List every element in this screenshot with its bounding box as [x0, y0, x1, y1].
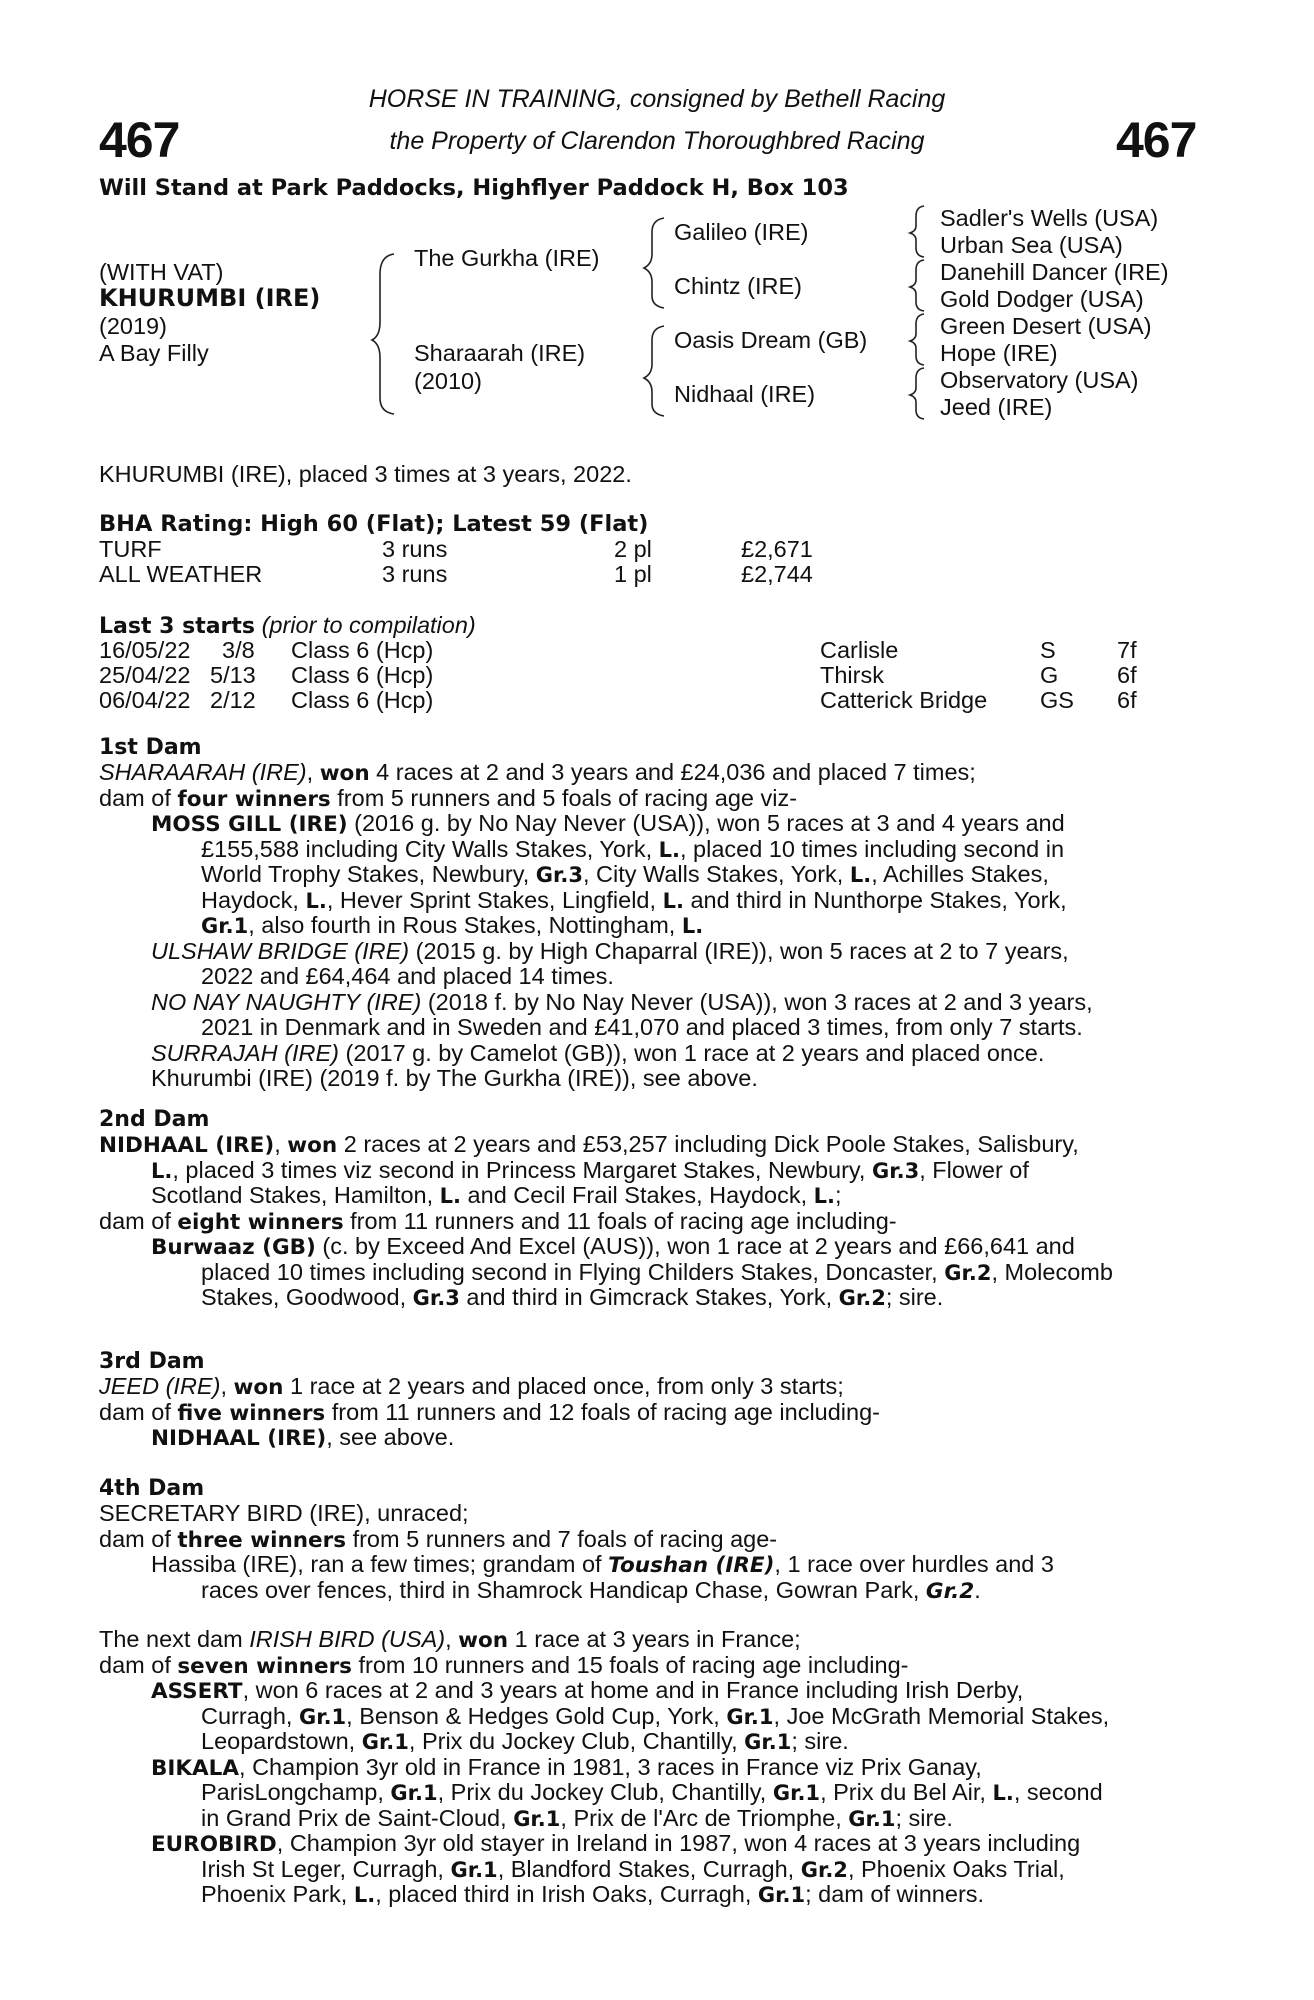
grade: Gr.2: [925, 1578, 975, 1604]
second-dam-line: [99, 1132, 1204, 1158]
grade: L.: [658, 837, 680, 862]
start-1-distance: 7f: [1117, 637, 1137, 663]
grade: L.: [662, 888, 684, 913]
grade: L.: [353, 1883, 376, 1907]
text: £155,588 including City Walls Stakes, York,: [201, 835, 659, 862]
text: , Hever Sprint Stakes, Lingfield,: [326, 886, 663, 913]
text: from 11 runners and 11 foals of racing age including-: [343, 1207, 897, 1234]
grade: Gr.2: [838, 1286, 886, 1310]
dam-name: JEED (IRE): [99, 1373, 221, 1399]
winners-count: seven winners: [177, 1653, 352, 1679]
text: , City Walls Stakes, York,: [583, 861, 850, 887]
grade: Gr.1: [201, 914, 249, 938]
dam-name: SHARAARAH (IRE): [99, 759, 307, 785]
winners-count: eight winners: [177, 1209, 344, 1235]
text: ;: [835, 1182, 842, 1208]
progeny-line: 2021 in Denmark and in Sweden and £41,070 and placed 3 times, from only 7 starts.: [201, 1014, 1083, 1040]
progeny-name: MOSS GILL (IRE): [151, 812, 348, 837]
text: placed 10 times including second in Flying Childers Stakes, Doncaster,: [201, 1258, 945, 1285]
last-starts-heading: [99, 613, 476, 640]
progeny-surrajah: [99, 1041, 1204, 1067]
bha-aw-runs: 3 runs: [382, 561, 448, 587]
text: Phoenix Park,: [201, 1881, 354, 1907]
text: dam of: [99, 1398, 178, 1425]
second-dam-line: [99, 1183, 1204, 1209]
bha-turf-surface: TURF: [99, 536, 162, 562]
start-3-date: 06/04/22: [99, 687, 191, 713]
text: , Achilles Stakes,: [871, 861, 1049, 887]
text: from 10 runners and 15 foals of racing age including-: [351, 1651, 909, 1678]
pedigree-dam-sire: Oasis Dream (GB): [674, 327, 868, 353]
progeny-line: [99, 913, 1204, 939]
pedigree-sire: The Gurkha (IRE): [414, 245, 600, 271]
second-dam-block: [99, 1132, 1204, 1311]
progeny-line: [99, 1729, 1204, 1755]
text: 1 race at 2 years and placed once, from only 3 starts;: [283, 1373, 844, 1399]
fourth-dam-block: [99, 1501, 1204, 1603]
third-dam-produce-line: [99, 1400, 1204, 1426]
text: ,: [445, 1626, 459, 1652]
second-dam-produce-line: [99, 1209, 1204, 1235]
next-dam-line: [99, 1627, 1204, 1653]
progeny-name: ASSERT: [151, 1679, 243, 1704]
start-1-course: Carlisle: [820, 637, 899, 663]
grade: Gr.1: [772, 1781, 821, 1805]
winners-count: four winners: [177, 786, 331, 812]
progeny-eurobird: [99, 1831, 1204, 1857]
fourth-dam-heading: 4th Dam: [99, 1476, 205, 1501]
pedigree-ggp-4: Gold Dodger (USA): [940, 286, 1144, 312]
text: The next dam: [99, 1626, 250, 1652]
pedigree-sire-dam: Chintz (IRE): [674, 273, 802, 299]
progeny-name: BIKALA: [151, 1755, 240, 1781]
progeny-line: [99, 1857, 1204, 1883]
grade: Gr.1: [361, 1730, 409, 1754]
start-1-pos: 3/8: [222, 637, 255, 663]
text: , won 6 races at 2 and 3 years at home and in France including Irish Derby,: [242, 1677, 1024, 1703]
won-label: won: [458, 1628, 509, 1653]
progeny-assert: [99, 1678, 1204, 1704]
bha-turf-runs: 3 runs: [382, 536, 448, 562]
text: (c. by Exceed And Excel (AUS)), won 1 race at 2 years and £66,641 and: [315, 1233, 1075, 1259]
text: and third in Nunthorpe Stakes, York,: [683, 886, 1067, 913]
brace-dam: [644, 326, 664, 416]
progeny-name: NO NAY NAUGHTY (IRE): [151, 988, 422, 1015]
pedigree-ggp-3: Danehill Dancer (IRE): [940, 259, 1169, 285]
text: Leopardstown,: [201, 1728, 362, 1754]
brace-ss: [910, 206, 924, 257]
text: in Grand Prix de Saint-Cloud,: [201, 1804, 514, 1831]
text: , Prix du Jockey Club, Chantilly,: [437, 1779, 773, 1805]
text: , Molecomb: [991, 1258, 1113, 1285]
fourth-dam-line: SECRETARY BIRD (IRE), unraced;: [99, 1500, 469, 1526]
last-starts-title: Last 3 starts: [99, 614, 256, 639]
bha-turf-placed: 2 pl: [614, 536, 652, 562]
grade: Gr.3: [412, 1286, 460, 1310]
grade: L.: [439, 1184, 462, 1208]
text: , Prix de l'Arc de Triomphe,: [560, 1804, 849, 1831]
next-dam-block: [99, 1627, 1204, 1908]
grade: Gr.2: [800, 1857, 848, 1882]
grade: Gr.1: [298, 1704, 347, 1729]
text: (2018 f. by No Nay Never (USA)), won 3 races at 2 and 3 years,: [421, 988, 1093, 1015]
progeny-burwaaz: [99, 1234, 1204, 1260]
first-dam-produce-line: [99, 786, 1204, 812]
text: , also fourth in Rous Stakes, Nottingham,: [248, 912, 682, 938]
won-label: won: [287, 1133, 338, 1158]
text: , see above.: [326, 1424, 455, 1450]
last-starts-note: (prior to compilation): [261, 612, 476, 638]
text: , second: [1013, 1779, 1103, 1805]
pedigree-ggp-8: Jeed (IRE): [940, 394, 1053, 420]
pedigree-ggp-7: Observatory (USA): [940, 367, 1139, 393]
horse-year: (2019): [99, 313, 167, 339]
progeny-name: ULSHAW BRIDGE (IRE): [151, 937, 410, 964]
start-3-going: GS: [1040, 687, 1074, 713]
bha-turf-prize: £2,671: [741, 536, 813, 562]
text: (2016 g. by No Nay Never (USA)), won 5 races at 3 and 4 years and: [347, 810, 1065, 836]
pedigree-dam-year: (2010): [414, 368, 482, 394]
third-dam-line: [99, 1374, 1204, 1400]
lot-number-right: 467: [1116, 112, 1197, 168]
text: from 5 runners and 5 foals of racing age viz-: [330, 784, 798, 811]
text: dam of: [99, 784, 178, 811]
grade: Gr.2: [944, 1260, 992, 1285]
progeny-moss-gill: [99, 811, 1204, 837]
text: Irish St Leger, Curragh,: [201, 1855, 451, 1882]
winners-count: five winners: [177, 1400, 326, 1426]
progeny-line: [99, 1260, 1204, 1286]
start-1-going: S: [1040, 637, 1056, 663]
horse-description: A Bay Filly: [99, 340, 209, 366]
text: Curragh,: [201, 1702, 299, 1729]
grade: L.: [151, 1158, 173, 1183]
progeny-line: [99, 1704, 1204, 1730]
bha-aw-placed: 1 pl: [614, 561, 652, 587]
text: Haydock,: [201, 886, 306, 913]
won-label: won: [319, 761, 370, 786]
text: and Cecil Frail Stakes, Haydock,: [461, 1182, 814, 1208]
grade: L.: [681, 914, 704, 938]
text: World Trophy Stakes, Newbury,: [201, 861, 536, 887]
progeny-line: [99, 862, 1204, 888]
text: , Flower of: [919, 1156, 1029, 1183]
text: 1 race at 3 years in France;: [508, 1626, 801, 1652]
grade: Gr.1: [757, 1883, 806, 1907]
second-dam-line: [99, 1158, 1204, 1184]
brace-ds: [910, 314, 924, 365]
consignor-line: HORSE IN TRAINING, consigned by Bethell Racing: [368, 85, 946, 113]
text: 4 races at 2 and 3 years and £24,036 and placed 7 times;: [369, 759, 976, 785]
start-2-date: 25/04/22: [99, 662, 191, 688]
grade: Gr.3: [872, 1158, 920, 1183]
stand-location: Will Stand at Park Paddocks, Highflyer Paddock H, Box 103: [99, 175, 849, 201]
text: , Phoenix Oaks Trial,: [847, 1855, 1065, 1882]
text: Scotland Stakes, Hamilton,: [151, 1182, 440, 1208]
next-dam-produce-line: [99, 1653, 1204, 1679]
progeny-name: SURRAJAH (IRE): [151, 1039, 340, 1066]
first-dam-heading: 1st Dam: [99, 735, 202, 760]
brace-main: [372, 254, 394, 414]
bha-aw-surface: ALL WEATHER: [99, 561, 263, 587]
brace-sire: [644, 218, 664, 308]
grade: L.: [849, 863, 872, 887]
progeny-hassiba: [99, 1552, 1204, 1578]
text: ; sire.: [791, 1728, 849, 1754]
grade: Gr.1: [450, 1857, 498, 1882]
text: ParisLongchamp,: [201, 1779, 391, 1805]
progeny-khurumbi: Khurumbi (IRE) (2019 f. by The Gurkha (IRE)), see above.: [151, 1065, 758, 1091]
grade: Gr.1: [848, 1806, 896, 1831]
progeny-name: Toushan (IRE): [608, 1553, 775, 1578]
start-3-course: Catterick Bridge: [820, 687, 988, 713]
text: , placed third in Irish Oaks, Curragh,: [375, 1881, 758, 1907]
text: dam of: [99, 1207, 178, 1234]
progeny-line: [99, 1806, 1204, 1832]
horse-name: KHURUMBI (IRE): [99, 284, 321, 312]
bha-rating-title: BHA Rating: High 60 (Flat); Latest 59 (Flat): [99, 511, 649, 537]
text: dam of: [99, 1525, 178, 1552]
start-2-pos: 5/13: [210, 662, 256, 688]
pedigree-ggp-5: Green Desert (USA): [940, 313, 1152, 339]
text: , Champion 3yr old stayer in Ireland in 1987, won 4 races at 3 years including: [276, 1830, 1081, 1856]
brace-dd: [910, 368, 924, 419]
start-2-distance: 6f: [1117, 662, 1137, 688]
race-summary: KHURUMBI (IRE), placed 3 times at 3 years, 2022.: [99, 461, 632, 487]
text: .: [974, 1576, 981, 1603]
first-dam-block: [99, 760, 1204, 1092]
text: , Joe McGrath Memorial Stakes,: [773, 1702, 1110, 1729]
third-dam-block: [99, 1374, 1204, 1451]
text: , Blandford Stakes, Curragh,: [497, 1855, 801, 1882]
grade: L.: [305, 888, 327, 913]
brace-sd: [910, 260, 924, 311]
progeny-ulshaw-bridge: [99, 939, 1204, 965]
text: (2015 g. by High Chaparral (IRE)), won 5 races at 2 to 7 years,: [409, 937, 1069, 964]
text: ; sire.: [895, 1804, 953, 1831]
grade: Gr.1: [744, 1730, 792, 1754]
text: (2017 g. by Camelot (GB)), won 1 race at 2 years and placed once.: [339, 1039, 1045, 1066]
pedigree-ggp-1: Sadler's Wells (USA): [940, 205, 1159, 231]
text: , Champion 3yr old in France in 1981, 3 races in France viz Prix Ganay,: [239, 1753, 982, 1780]
pedigree-ggp-2: Urban Sea (USA): [940, 232, 1123, 258]
progeny-line: [99, 1780, 1204, 1806]
text: Hassiba (IRE), ran a few times; grandam of: [151, 1551, 609, 1577]
text: , 1 race over hurdles and 3: [774, 1551, 1054, 1577]
property-line: the Property of Clarendon Thoroughbred Racing: [389, 127, 925, 155]
grade: L.: [992, 1781, 1014, 1805]
progeny-no-nay-naughty: [99, 990, 1204, 1016]
pedigree-dam: Sharaarah (IRE): [414, 340, 586, 366]
pedigree-ggp-6: Hope (IRE): [940, 340, 1058, 366]
start-2-going: G: [1040, 662, 1059, 688]
start-3-pos: 2/12: [210, 687, 256, 713]
text: ,: [220, 1373, 234, 1399]
text: ; dam of winners.: [805, 1881, 985, 1907]
text: 2 races at 2 years and £53,257 including Dick Poole Stakes, Salisbury,: [337, 1131, 1079, 1157]
grade: Gr.1: [726, 1704, 774, 1729]
progeny-name: Burwaaz (GB): [151, 1235, 316, 1260]
text: and third in Gimcrack Stakes, York,: [459, 1284, 839, 1310]
winners-count: three winners: [177, 1527, 347, 1553]
pedigree-sire-sire: Galileo (IRE): [674, 219, 809, 245]
grade: Gr.1: [390, 1781, 438, 1805]
text: from 11 runners and 12 foals of racing age including-: [325, 1398, 880, 1425]
dam-name: NIDHAAL (IRE): [99, 1133, 275, 1158]
progeny-line: [99, 1578, 1204, 1604]
progeny-name: NIDHAAL (IRE): [151, 1426, 327, 1451]
start-3-distance: 6f: [1117, 687, 1137, 713]
text: ,: [274, 1131, 288, 1157]
won-label: won: [233, 1375, 284, 1400]
first-dam-line: [99, 760, 1204, 786]
lot-number-left: 467: [99, 112, 180, 168]
grade: L.: [813, 1184, 836, 1208]
progeny-line: 2022 and £64,464 and placed 14 times.: [201, 963, 614, 989]
text: , placed 10 times including second in: [680, 835, 1065, 862]
progeny-bikala: [99, 1755, 1204, 1781]
start-1-date: 16/05/22: [99, 637, 191, 663]
fourth-dam-produce-line: [99, 1527, 1204, 1553]
progeny-name: EUROBIRD: [151, 1832, 277, 1857]
pedigree-dam-dam: Nidhaal (IRE): [674, 381, 816, 407]
progeny-line: [99, 837, 1204, 863]
text: from 5 runners and 7 foals of racing age-: [346, 1525, 778, 1552]
start-3-class: Class 6 (Hcp): [291, 687, 434, 713]
progeny-line: [99, 1285, 1204, 1311]
text: , Benson & Hedges Gold Cup, York,: [346, 1702, 727, 1729]
start-1-class: Class 6 (Hcp): [291, 637, 434, 663]
text: ; sire.: [885, 1284, 944, 1310]
bha-aw-prize: £2,744: [741, 561, 813, 587]
start-2-course: Thirsk: [820, 662, 884, 688]
third-dam-heading: 3rd Dam: [99, 1349, 205, 1374]
grade: Gr.1: [513, 1806, 561, 1831]
second-dam-heading: 2nd Dam: [99, 1107, 210, 1132]
start-2-class: Class 6 (Hcp): [291, 662, 434, 688]
progeny-line: [99, 1882, 1204, 1908]
progeny-nidhaal: [99, 1425, 1204, 1451]
dam-name: IRISH BIRD (USA): [249, 1626, 446, 1652]
grade: Gr.3: [535, 863, 583, 887]
progeny-line: [99, 888, 1204, 914]
text: races over fences, third in Shamrock Handicap Chase, Gowran Park,: [201, 1576, 926, 1603]
text: , placed 3 times viz second in Princess Margaret Stakes, Newbury,: [172, 1156, 872, 1183]
text: Stakes, Goodwood,: [201, 1284, 413, 1310]
text: , Prix du Bel Air,: [820, 1779, 993, 1805]
vat-note: (WITH VAT): [99, 259, 224, 285]
text: , Prix du Jockey Club, Chantilly,: [408, 1728, 745, 1754]
text: ,: [306, 759, 320, 785]
text: dam of: [99, 1651, 178, 1678]
